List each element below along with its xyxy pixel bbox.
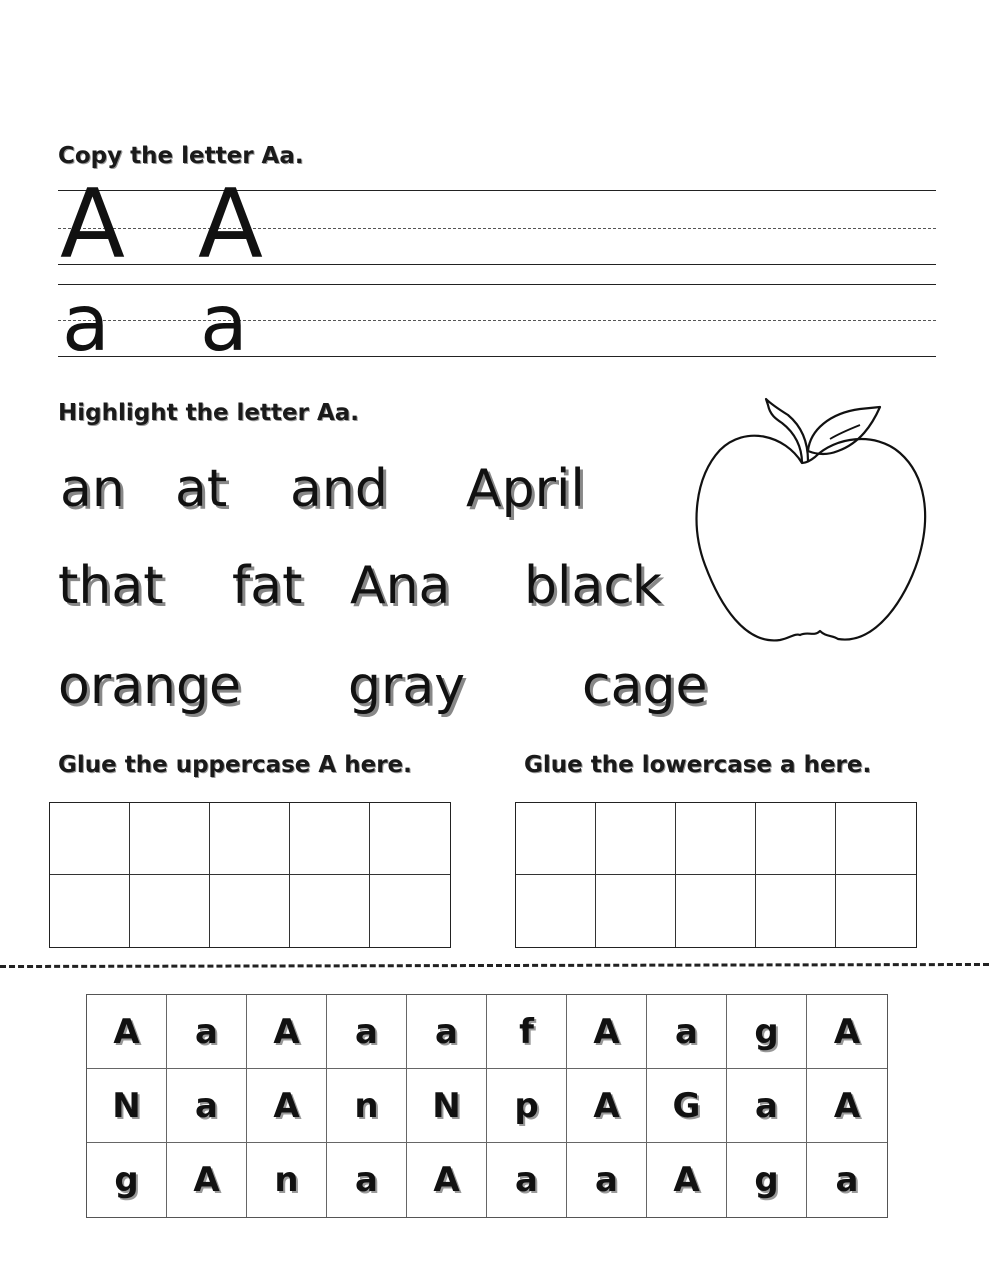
highlight-word[interactable]: Ana [350, 556, 451, 616]
cutout-letter-cell[interactable]: A [567, 1069, 647, 1143]
cutout-letter-cell[interactable]: g [727, 1143, 807, 1217]
uppercase-example: A [198, 170, 263, 280]
writing-line-base [58, 264, 936, 265]
cutout-letter-cell[interactable]: A [167, 1143, 247, 1217]
cutout-letter-cell[interactable]: a [567, 1143, 647, 1217]
lowercase-example: a [200, 279, 248, 369]
glue-cell[interactable] [756, 803, 836, 875]
cutout-letter-cell[interactable]: A [247, 995, 327, 1069]
highlight-word[interactable]: at [175, 459, 228, 519]
highlight-word[interactable]: and [290, 459, 388, 519]
cutout-letter-cell[interactable]: a [167, 1069, 247, 1143]
cutout-letter-cell[interactable]: p [487, 1069, 567, 1143]
cutout-letter-cell[interactable]: A [807, 1069, 887, 1143]
highlight-word[interactable]: April [466, 459, 585, 519]
glue-cell[interactable] [370, 803, 450, 875]
cutout-letter-cell[interactable]: a [327, 1143, 407, 1217]
cutout-letter-cell[interactable]: a [487, 1143, 567, 1217]
highlight-heading: Highlight the letter Aa. [58, 400, 360, 426]
glue-lowercase-heading: Glue the lowercase a here. [524, 752, 872, 778]
cutout-letter-cell[interactable]: g [727, 995, 807, 1069]
glue-cell[interactable] [676, 803, 756, 875]
glue-cell[interactable] [676, 875, 756, 947]
glue-cell[interactable] [370, 875, 450, 947]
cutout-letter-cell[interactable]: a [835, 1160, 859, 1200]
glue-cell[interactable] [50, 875, 130, 947]
glue-cell[interactable] [130, 875, 210, 947]
glue-grid-lowercase[interactable] [515, 802, 917, 948]
cutout-letter-cell[interactable]: A [567, 995, 647, 1069]
cutout-letter-cell[interactable]: n [247, 1143, 327, 1217]
glue-cell[interactable] [210, 875, 290, 947]
writing-line-mid [58, 320, 936, 321]
glue-cell[interactable] [50, 803, 130, 875]
cutout-letter-cell[interactable]: f [487, 995, 567, 1069]
highlight-word[interactable]: orange [58, 656, 242, 716]
cutout-letter-cell[interactable]: a [647, 995, 727, 1069]
glue-cell[interactable] [836, 875, 916, 947]
glue-cell[interactable] [516, 803, 596, 875]
glue-cell[interactable] [290, 875, 370, 947]
cutout-letter-cell[interactable]: A [247, 1069, 327, 1143]
glue-grid-uppercase[interactable] [49, 802, 451, 948]
cutout-letter-cell[interactable]: N [87, 1069, 167, 1143]
glue-cell[interactable] [210, 803, 290, 875]
glue-cell[interactable] [596, 803, 676, 875]
cutout-letter-cell[interactable]: A [87, 995, 167, 1069]
lowercase-example: a [62, 279, 110, 369]
cutout-letter-cell[interactable]: a [167, 995, 247, 1069]
cutout-letter-cell[interactable]: A [407, 1143, 487, 1217]
writing-line-top [58, 190, 936, 191]
cutout-letter-cell[interactable]: a [407, 995, 487, 1069]
glue-cell[interactable] [836, 803, 916, 875]
cutout-letter-cell[interactable]: a [327, 995, 407, 1069]
highlight-word[interactable]: fat [232, 556, 303, 616]
copy-heading: Copy the letter Aa. [58, 143, 304, 169]
writing-line-base [58, 356, 936, 357]
cut-line [0, 963, 989, 968]
glue-cell[interactable] [596, 875, 676, 947]
cutout-letter-cell[interactable]: n [327, 1069, 407, 1143]
cutout-letter-cell[interactable]: a [727, 1069, 807, 1143]
highlight-word[interactable]: an [60, 459, 125, 519]
highlight-word[interactable]: black [524, 556, 663, 616]
highlight-word[interactable]: cage [582, 656, 708, 716]
glue-cell[interactable] [130, 803, 210, 875]
apple-icon [690, 395, 930, 655]
cutout-letter-cell[interactable]: A [807, 995, 887, 1069]
uppercase-example: A [60, 170, 125, 280]
cutout-letter-cell[interactable]: A [647, 1143, 727, 1217]
glue-cell[interactable] [756, 875, 836, 947]
highlight-word[interactable]: that [58, 556, 164, 616]
cutout-letter-cell[interactable]: g [87, 1143, 167, 1217]
cutout-letter-grid [86, 994, 888, 1218]
writing-line-top [58, 284, 936, 285]
highlight-word[interactable]: gray [348, 656, 466, 716]
glue-cell[interactable] [290, 803, 370, 875]
cutout-letter-cell[interactable]: N [407, 1069, 487, 1143]
writing-line-mid [58, 228, 936, 229]
glue-uppercase-heading: Glue the uppercase A here. [58, 752, 412, 778]
glue-cell[interactable] [516, 875, 596, 947]
cutout-letter-cell[interactable]: G [647, 1069, 727, 1143]
